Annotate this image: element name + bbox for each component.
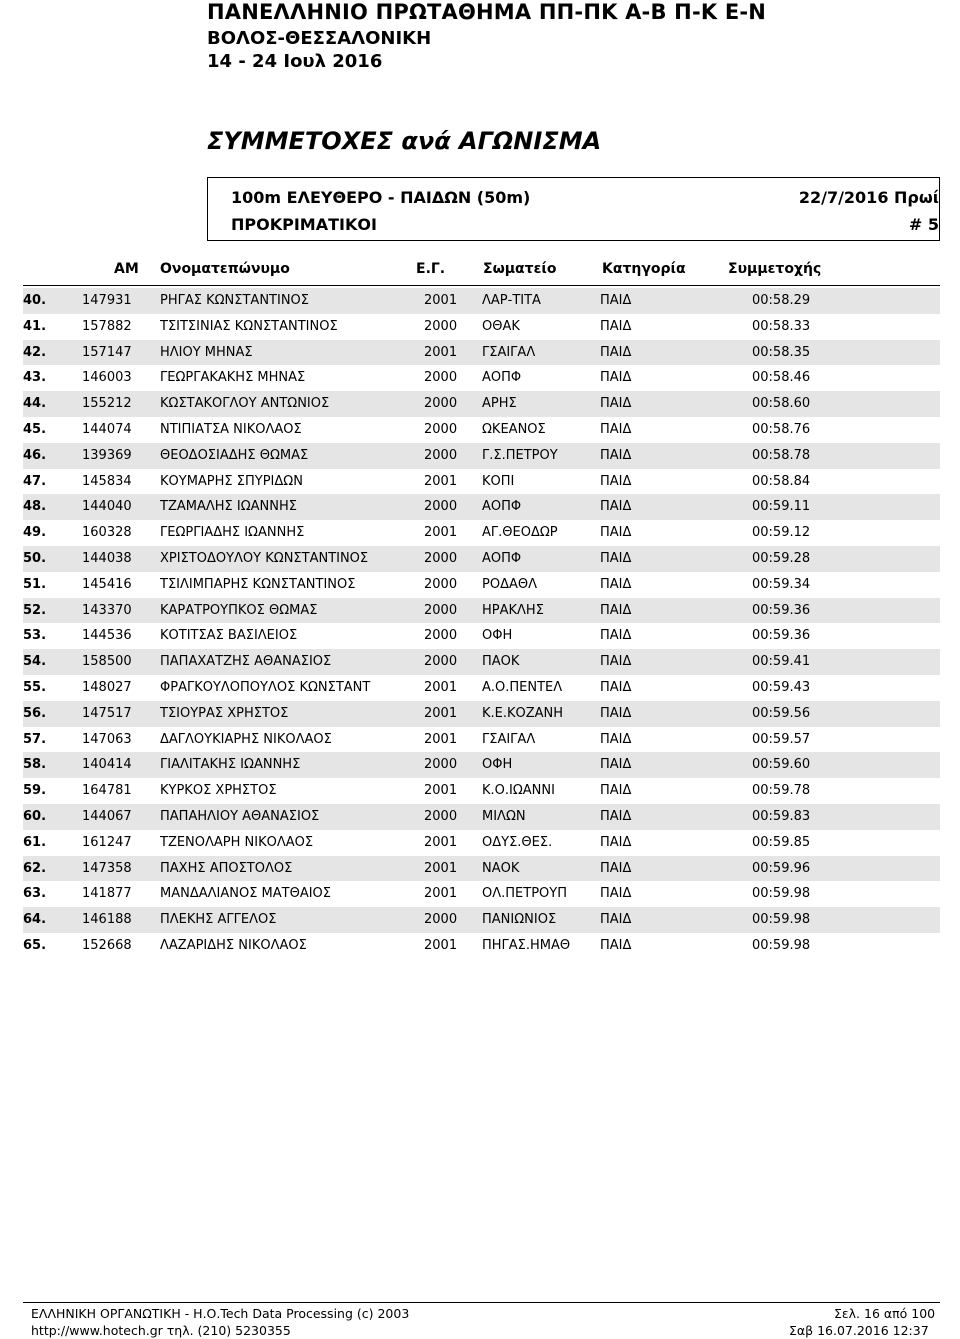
entry-id: 140414 [82, 757, 132, 773]
entry-birth-year: 2000 [424, 318, 458, 334]
table-row [23, 830, 940, 856]
entry-time: 00:59.78 [752, 783, 811, 799]
entry-category: ΠΑΙΔ [600, 525, 632, 541]
entry-rank: 44. [23, 396, 47, 412]
entry-time: 00:59.57 [752, 731, 811, 747]
entry-name: ΚΟΥΜΑΡΗΣ ΣΠΥΡΙΔΩΝ [160, 473, 303, 489]
entry-category: ΠΑΙΔ [600, 499, 632, 515]
entry-club: ΗΡΑΚΛΗΣ [482, 602, 544, 618]
entry-category: ΠΑΙΔ [600, 576, 632, 592]
entry-name: ΚΥΡΚΟΣ ΧΡΗΣΤΟΣ [160, 783, 277, 799]
entry-category: ΠΑΙΔ [600, 757, 632, 773]
entry-rank: 49. [23, 525, 47, 541]
entry-birth-year: 2000 [424, 421, 458, 437]
footer-rule [23, 1302, 940, 1303]
entry-birth-year: 2001 [424, 834, 458, 850]
table-row [23, 340, 940, 366]
table-row [23, 856, 940, 882]
entry-name: ΝΤΙΠΙΑΤΣΑ ΝΙΚΟΛΑΟΣ [160, 421, 302, 437]
entry-birth-year: 2001 [424, 679, 458, 695]
dates-title: 14 - 24 Ιουλ 2016 [207, 51, 383, 72]
column-header-year: Ε.Γ. [416, 261, 446, 277]
entry-club: ΟΦΗ [482, 757, 513, 773]
entry-birth-year: 2000 [424, 757, 458, 773]
entry-club: ΩΚΕΑΝΟΣ [482, 421, 546, 437]
entry-birth-year: 2000 [424, 576, 458, 592]
entry-id: 143370 [82, 602, 132, 618]
entry-rank: 62. [23, 860, 47, 876]
entry-id: 144038 [82, 550, 132, 566]
entry-birth-year: 2001 [424, 860, 458, 876]
entry-name: ΗΛΙΟΥ ΜΗΝΑΣ [160, 344, 253, 360]
entry-category: ΠΑΙΔ [600, 421, 632, 437]
entry-birth-year: 2001 [424, 473, 458, 489]
entry-category: ΠΑΙΔ [600, 396, 632, 412]
entry-name: ΚΑΡΑΤΡΟΥΠΚΟΣ ΘΩΜΑΣ [160, 602, 318, 618]
entry-category: ΠΑΙΔ [600, 912, 632, 928]
table-row [23, 752, 940, 778]
entry-birth-year: 2000 [424, 370, 458, 386]
entry-club: ΑΓ.ΘΕΟΔΩΡ [482, 525, 558, 541]
entry-category: ΠΑΙΔ [600, 886, 632, 902]
table-top-rule [23, 285, 940, 286]
entry-id: 155212 [82, 396, 132, 412]
entry-name: ΤΖΕΝΟΛΑΡΗ ΝΙΚΟΛΑΟΣ [160, 834, 314, 850]
entry-birth-year: 2000 [424, 550, 458, 566]
entry-id: 158500 [82, 654, 132, 670]
entry-rank: 65. [23, 937, 47, 953]
entry-id: 146188 [82, 912, 132, 928]
entry-club: Γ.Σ.ΠΕΤΡΟΥ [482, 447, 558, 463]
entry-club: ΚΟΠΙ [482, 473, 515, 489]
entry-club: ΓΣΑΙΓΑΛ [482, 731, 536, 747]
entry-name: ΚΟΤΙΤΣΑΣ ΒΑΣΙΛΕΙΟΣ [160, 628, 298, 644]
table-row [23, 391, 940, 417]
entry-birth-year: 2000 [424, 499, 458, 515]
entry-id: 144536 [82, 628, 132, 644]
entry-time: 00:59.85 [752, 834, 811, 850]
entry-rank: 46. [23, 447, 47, 463]
entry-club: ΠΑΟΚ [482, 654, 520, 670]
venue-title: ΒΟΛΟΣ-ΘΕΣΣΑΛΟΝΙΚΗ [207, 28, 432, 49]
entry-name: ΠΑΠΑΗΛΙΟΥ ΑΘΑΝΑΣΙΟΣ [160, 808, 320, 824]
entry-id: 161247 [82, 834, 132, 850]
entry-category: ΠΑΙΔ [600, 447, 632, 463]
entry-club: ΡΟΔΑΘΛ [482, 576, 537, 592]
entry-birth-year: 2001 [424, 344, 458, 360]
entry-category: ΠΑΙΔ [600, 808, 632, 824]
table-row [23, 778, 940, 804]
entry-club: ΑΟΠΦ [482, 550, 522, 566]
footer-credit: ΕΛΛΗΝΙΚΗ ΟΡΓΑΝΩΤΙΚΗ - Η.Ο.Tech Data Processing (c) 2003 [31, 1306, 410, 1321]
entry-id: 147063 [82, 731, 132, 747]
entry-rank: 59. [23, 783, 47, 799]
entry-rank: 63. [23, 886, 47, 902]
entry-birth-year: 2000 [424, 912, 458, 928]
entry-time: 00:59.43 [752, 679, 811, 695]
entry-id: 160328 [82, 525, 132, 541]
table-row [23, 881, 940, 907]
entry-club: Κ.Ε.ΚΟΖΑΝΗ [482, 705, 564, 721]
entry-time: 00:59.34 [752, 576, 811, 592]
entry-category: ΠΑΙΔ [600, 654, 632, 670]
entry-name: ΡΗΓΑΣ ΚΩΝΣΤΑΝΤΙΝΟΣ [160, 293, 309, 308]
entry-club: Α.Ο.ΠΕΝΤΕΛ [482, 679, 563, 695]
entry-club: ΟΦΗ [482, 628, 513, 644]
entry-category: ΠΑΙΔ [600, 834, 632, 850]
entry-time: 00:59.12 [752, 525, 811, 541]
column-header-category: Κατηγορία [602, 261, 686, 277]
entry-time: 00:59.36 [752, 602, 811, 618]
entry-time: 00:59.60 [752, 757, 811, 773]
entry-category: ΠΑΙΔ [600, 318, 632, 334]
entry-time: 00:58.33 [752, 318, 811, 334]
entry-id: 139369 [82, 447, 132, 463]
entry-rank: 51. [23, 576, 47, 592]
entry-rank: 42. [23, 344, 47, 360]
entry-rank: 45. [23, 421, 47, 437]
entry-id: 144074 [82, 421, 132, 437]
entries-table [23, 288, 940, 959]
entry-id: 164781 [82, 783, 132, 799]
entry-name: ΧΡΙΣΤΟΔΟΥΛΟΥ ΚΩΝΣΤΑΝΤΙΝΟΣ [160, 550, 369, 566]
footer-printed: Σαβ 16.07.2016 12:37 [789, 1323, 929, 1338]
entry-birth-year: 2000 [424, 447, 458, 463]
table-row [23, 623, 940, 649]
entry-name: ΠΑΠΑΧΑΤΖΗΣ ΑΘΑΝΑΣΙΟΣ [160, 654, 332, 670]
event-name: 100m ΕΛΕΥΘΕΡΟ - ΠΑΙΔΩΝ (50m) [231, 188, 531, 207]
entry-club: ΠΑΝΙΩΝΙΟΣ [482, 912, 557, 928]
entry-rank: 47. [23, 473, 47, 489]
entry-category: ΠΑΙΔ [600, 293, 632, 308]
table-row [23, 701, 940, 727]
entry-birth-year: 2001 [424, 705, 458, 721]
entry-club: ΜΙΛΩΝ [482, 808, 526, 824]
entry-category: ΠΑΙΔ [600, 550, 632, 566]
section-title: ΣΥΜΜΕΤΟΧΕΣ ανά ΑΓΩΝΙΣΜΑ [207, 127, 602, 155]
entry-time: 00:59.41 [752, 654, 811, 670]
entry-category: ΠΑΙΔ [600, 370, 632, 386]
entry-id: 144040 [82, 499, 132, 515]
column-header-entry: Συμμετοχής [728, 261, 822, 277]
entry-id: 144067 [82, 808, 132, 824]
entry-time: 00:59.11 [752, 499, 811, 515]
entry-id: 148027 [82, 679, 132, 695]
entry-time: 00:59.96 [752, 860, 811, 876]
entry-club: Κ.Ο.ΙΩΑΝΝΙ [482, 783, 555, 799]
entry-name: ΓΙΑΛΙΤΑΚΗΣ ΙΩΑΝΝΗΣ [160, 757, 301, 773]
event-info-box [207, 177, 940, 241]
entry-name: ΘΕΟΔΟΣΙΑΔΗΣ ΘΩΜΑΣ [160, 447, 309, 463]
entry-name: ΔΑΓΛΟΥΚΙΑΡΗΣ ΝΙΚΟΛΑΟΣ [160, 731, 332, 747]
entry-name: ΓΕΩΡΓΑΚΑΚΗΣ ΜΗΝΑΣ [160, 370, 306, 386]
entry-name: ΤΣΙΛΙΜΠΑΡΗΣ ΚΩΝΣΤΑΝΤΙΝΟΣ [160, 576, 356, 592]
entry-rank: 57. [23, 731, 47, 747]
entry-time: 00:59.98 [752, 886, 811, 902]
event-date: 22/7/2016 Πρωί [798, 188, 939, 207]
table-row [23, 443, 940, 469]
entry-birth-year: 2000 [424, 654, 458, 670]
table-row [23, 469, 940, 495]
column-header-name: Ονοματεπώνυμο [160, 261, 290, 277]
entry-id: 147358 [82, 860, 132, 876]
event-heat: # 5 [908, 215, 939, 234]
entry-birth-year: 2001 [424, 525, 458, 541]
entry-birth-year: 2000 [424, 396, 458, 412]
entry-time: 00:59.36 [752, 628, 811, 644]
column-header-club: Σωματείο [483, 261, 557, 277]
entry-rank: 60. [23, 808, 47, 824]
entry-time: 00:58.35 [752, 344, 811, 360]
entry-time: 00:58.46 [752, 370, 811, 386]
entry-rank: 55. [23, 679, 47, 695]
entry-id: 145834 [82, 473, 132, 489]
entry-time: 00:58.84 [752, 473, 811, 489]
entry-club: ΛΑΡ-ΤΙΤΑ [482, 293, 541, 308]
entry-club: ΑΡΗΣ [482, 396, 517, 412]
championship-title: ΠΑΝΕΛΛΗΝΙΟ ΠΡΩΤΑΘΗΜΑ ΠΠ-ΠΚ Α-Β Π-Κ Ε-Ν [207, 0, 767, 24]
entry-rank: 48. [23, 499, 47, 515]
column-header-id: ΑΜ [114, 261, 139, 277]
entry-id: 146003 [82, 370, 132, 386]
table-row [23, 572, 940, 598]
entry-category: ΠΑΙΔ [600, 679, 632, 695]
entry-time: 00:58.78 [752, 447, 811, 463]
entry-name: ΜΑΝΔΑΛΙΑΝΟΣ ΜΑΤΘΑΙΟΣ [160, 886, 331, 902]
footer-page: Σελ. 16 από 100 [834, 1306, 936, 1321]
entry-birth-year: 2000 [424, 602, 458, 618]
entry-club: ΟΘΑΚ [482, 318, 520, 334]
entry-category: ΠΑΙΔ [600, 602, 632, 618]
entry-rank: 58. [23, 757, 47, 773]
entry-club: ΑΟΠΦ [482, 370, 522, 386]
entry-rank: 52. [23, 602, 47, 618]
entry-category: ΠΑΙΔ [600, 705, 632, 721]
entry-name: ΤΖΑΜΑΛΗΣ ΙΩΑΝΝΗΣ [160, 499, 297, 515]
footer-contact: http://www.hotech.gr τηλ. (210) 5230355 [31, 1323, 291, 1338]
table-row [23, 649, 940, 675]
table-row [23, 365, 940, 391]
entry-birth-year: 2001 [424, 783, 458, 799]
table-row [23, 546, 940, 572]
table-row [23, 675, 940, 701]
entry-club: ΠΗΓΑΣ.ΗΜΑΘ [482, 937, 571, 953]
entry-time: 00:59.83 [752, 808, 811, 824]
table-row [23, 314, 940, 340]
entry-category: ΠΑΙΔ [600, 860, 632, 876]
entry-time: 00:59.98 [752, 912, 811, 928]
entry-name: ΓΕΩΡΓΙΑΔΗΣ ΙΩΑΝΝΗΣ [160, 525, 305, 541]
entry-birth-year: 2001 [424, 731, 458, 747]
entry-category: ΠΑΙΔ [600, 628, 632, 644]
event-phase: ΠΡΟΚΡΙΜΑΤΙΚΟΙ [231, 215, 377, 234]
entry-name: ΛΑΖΑΡΙΔΗΣ ΝΙΚΟΛΑΟΣ [160, 937, 307, 953]
entry-rank: 61. [23, 834, 47, 850]
entry-id: 157882 [82, 318, 132, 334]
entry-time: 00:58.76 [752, 421, 811, 437]
entry-name: ΤΣΙΤΣΙΝΙΑΣ ΚΩΝΣΤΑΝΤΙΝΟΣ [160, 318, 338, 334]
entry-birth-year: 2001 [424, 886, 458, 902]
entry-birth-year: 2001 [424, 937, 458, 953]
entry-name: ΦΡΑΓΚΟΥΛΟΠΟΥΛΟΣ ΚΩΝΣΤΑΝΤ [160, 679, 371, 695]
entry-rank: 53. [23, 628, 47, 644]
entry-rank: 41. [23, 318, 47, 334]
entry-rank: 64. [23, 912, 47, 928]
entry-rank: 56. [23, 705, 47, 721]
entry-id: 147517 [82, 705, 132, 721]
entry-name: ΚΩΣΤΑΚΟΓΛΟΥ ΑΝΤΩΝΙΟΣ [160, 396, 330, 412]
entry-rank: 54. [23, 654, 47, 670]
entry-rank: 50. [23, 550, 47, 566]
entry-time: 00:59.98 [752, 937, 811, 953]
entry-club: ΝΑΟΚ [482, 860, 520, 876]
entry-birth-year: 2001 [424, 293, 458, 308]
entry-name: ΠΑΧΗΣ ΑΠΟΣΤΟΛΟΣ [160, 860, 293, 876]
table-row [23, 520, 940, 546]
entry-name: ΤΣΙΟΥΡΑΣ ΧΡΗΣΤΟΣ [160, 705, 289, 721]
entry-time: 00:59.28 [752, 550, 811, 566]
entry-time: 00:59.56 [752, 705, 811, 721]
table-row [23, 288, 940, 314]
table-row [23, 804, 940, 830]
table-row [23, 727, 940, 753]
table-row [23, 933, 940, 959]
entry-id: 157147 [82, 344, 132, 360]
table-row [23, 907, 940, 933]
entry-category: ΠΑΙΔ [600, 731, 632, 747]
entry-category: ΠΑΙΔ [600, 344, 632, 360]
table-row [23, 598, 940, 624]
entry-id: 145416 [82, 576, 132, 592]
entry-id: 152668 [82, 937, 132, 953]
entry-club: ΑΟΠΦ [482, 499, 522, 515]
table-row [23, 494, 940, 520]
entry-rank: 40. [23, 293, 47, 308]
table-row [23, 417, 940, 443]
entry-id: 141877 [82, 886, 132, 902]
entry-birth-year: 2000 [424, 808, 458, 824]
entry-category: ΠΑΙΔ [600, 473, 632, 489]
entry-category: ΠΑΙΔ [600, 783, 632, 799]
entry-category: ΠΑΙΔ [600, 937, 632, 953]
entry-club: ΟΛ.ΠΕΤΡΟΥΠ [482, 886, 567, 902]
entry-birth-year: 2000 [424, 628, 458, 644]
entry-id: 147931 [82, 293, 132, 308]
entry-club: ΟΔΥΣ.ΘΕΣ. [482, 834, 553, 850]
entry-club: ΓΣΑΙΓΑΛ [482, 344, 536, 360]
entry-name: ΠΛΕΚΗΣ ΑΓΓΕΛΟΣ [160, 912, 277, 928]
entry-time: 00:58.60 [752, 396, 811, 412]
entry-rank: 43. [23, 370, 47, 386]
entry-time: 00:58.29 [752, 293, 811, 308]
